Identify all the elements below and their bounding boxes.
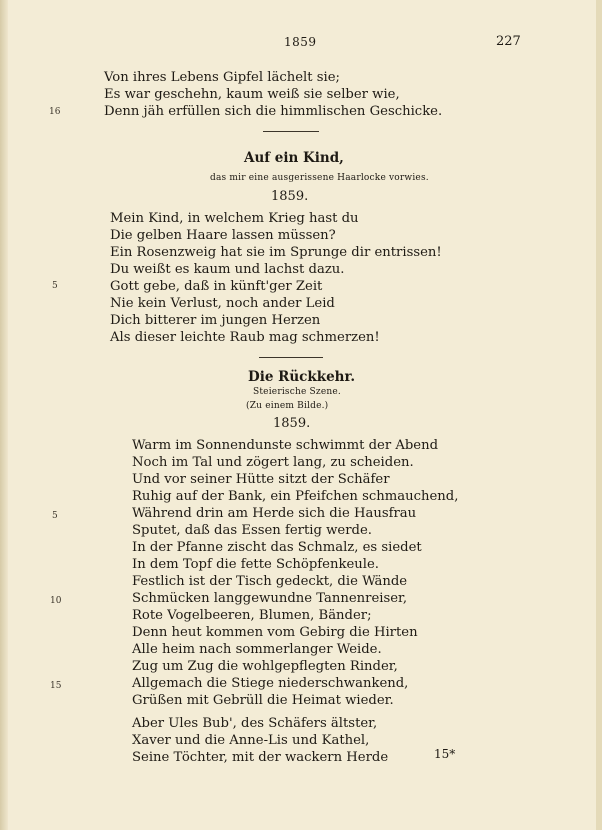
line-number: 15 [50, 681, 62, 691]
verse-line: Du weißt es kaum und lachst dazu. [110, 262, 345, 277]
section-divider [263, 131, 319, 132]
verse-line: Von ihres Lebens Gipfel lächelt sie; [104, 70, 340, 85]
running-header-year: 1859 [284, 35, 317, 49]
verse-line: Festlich ist der Tisch gedeckt, die Wände [132, 574, 408, 589]
line-number: 5 [52, 281, 58, 291]
poem-subtitle: (Zu einem Bilde.) [246, 401, 329, 411]
verse-line: Dich bitterer im jungen Herzen [110, 313, 321, 328]
verse-line: Mein Kind, in welchem Krieg hast du [110, 211, 359, 226]
line-number: 16 [49, 107, 61, 117]
verse-line: In der Pfanne zischt das Schmalz, es siedet [132, 540, 422, 555]
verse-line: Die gelben Haare lassen müssen? [110, 228, 336, 243]
verse-line: Und vor seiner Hütte sitzt der Schäfer [132, 472, 390, 487]
verse-line: Grüßen mit Gebrüll die Heimat wieder. [132, 693, 394, 708]
verse-line: Rote Vogelbeeren, Blumen, Bänder; [132, 608, 372, 623]
verse-line: Als dieser leichte Raub mag schmerzen! [110, 330, 380, 345]
verse-line: Denn jäh erfüllen sich die himmlischen Geschicke. [104, 104, 443, 119]
verse-line: Xaver und die Anne-Lis und Kathel, [132, 733, 370, 748]
verse-line: In dem Topf die fette Schöpfenkeule. [132, 557, 379, 572]
verse-line: Es war geschehn, kaum weiß sie selber wie, [104, 87, 400, 102]
poem-subtitle: Steierische Szene. [253, 387, 341, 397]
verse-line: Noch im Tal und zögert lang, zu scheiden. [132, 455, 414, 470]
line-number: 5 [52, 511, 58, 521]
verse-line: Aber Ules Bub', des Schäfers ältster, [132, 716, 378, 731]
verse-line: Nie kein Verlust, noch ander Leid [110, 296, 335, 311]
section-divider [259, 357, 323, 358]
page-number: 227 [496, 34, 521, 49]
poem-subtitle: das mir eine ausgerissene Haarlocke vorwies. [210, 173, 429, 183]
verse-line: Schmücken langgewundne Tannenreiser, [132, 591, 408, 606]
verse-line: Allgemach die Stiege niederschwankend, [132, 676, 409, 691]
verse-line: Alle heim nach sommerlanger Weide. [132, 642, 382, 657]
poem-year: 1859. [271, 189, 309, 204]
poem-year: 1859. [273, 416, 311, 431]
sheet-signature: 15* [434, 747, 456, 761]
poem-title: Auf ein Kind, [244, 150, 344, 166]
verse-line: Warm im Sonnendunste schwimmt der Abend [132, 438, 439, 453]
page-binding-edge [0, 0, 8, 830]
verse-line: Seine Töchter, mit der wackern Herde [132, 750, 389, 765]
verse-line: Sputet, daß das Essen fertig werde. [132, 523, 372, 538]
page-right-edge [596, 0, 602, 830]
verse-line: Während drin am Herde sich die Hausfrau [132, 506, 417, 521]
verse-line: Zug um Zug die wohlgepflegten Rinder, [132, 659, 398, 674]
verse-line: Denn heut kommen vom Gebirg die Hirten [132, 625, 418, 640]
verse-line: Ein Rosenzweig hat sie im Sprunge dir entrissen! [110, 245, 442, 260]
verse-line: Ruhig auf der Bank, ein Pfeifchen schmauchend, [132, 489, 459, 504]
verse-line: Gott gebe, daß in künft'ger Zeit [110, 279, 323, 294]
poem-title: Die Rückkehr. [248, 369, 356, 385]
line-number: 10 [50, 596, 62, 606]
